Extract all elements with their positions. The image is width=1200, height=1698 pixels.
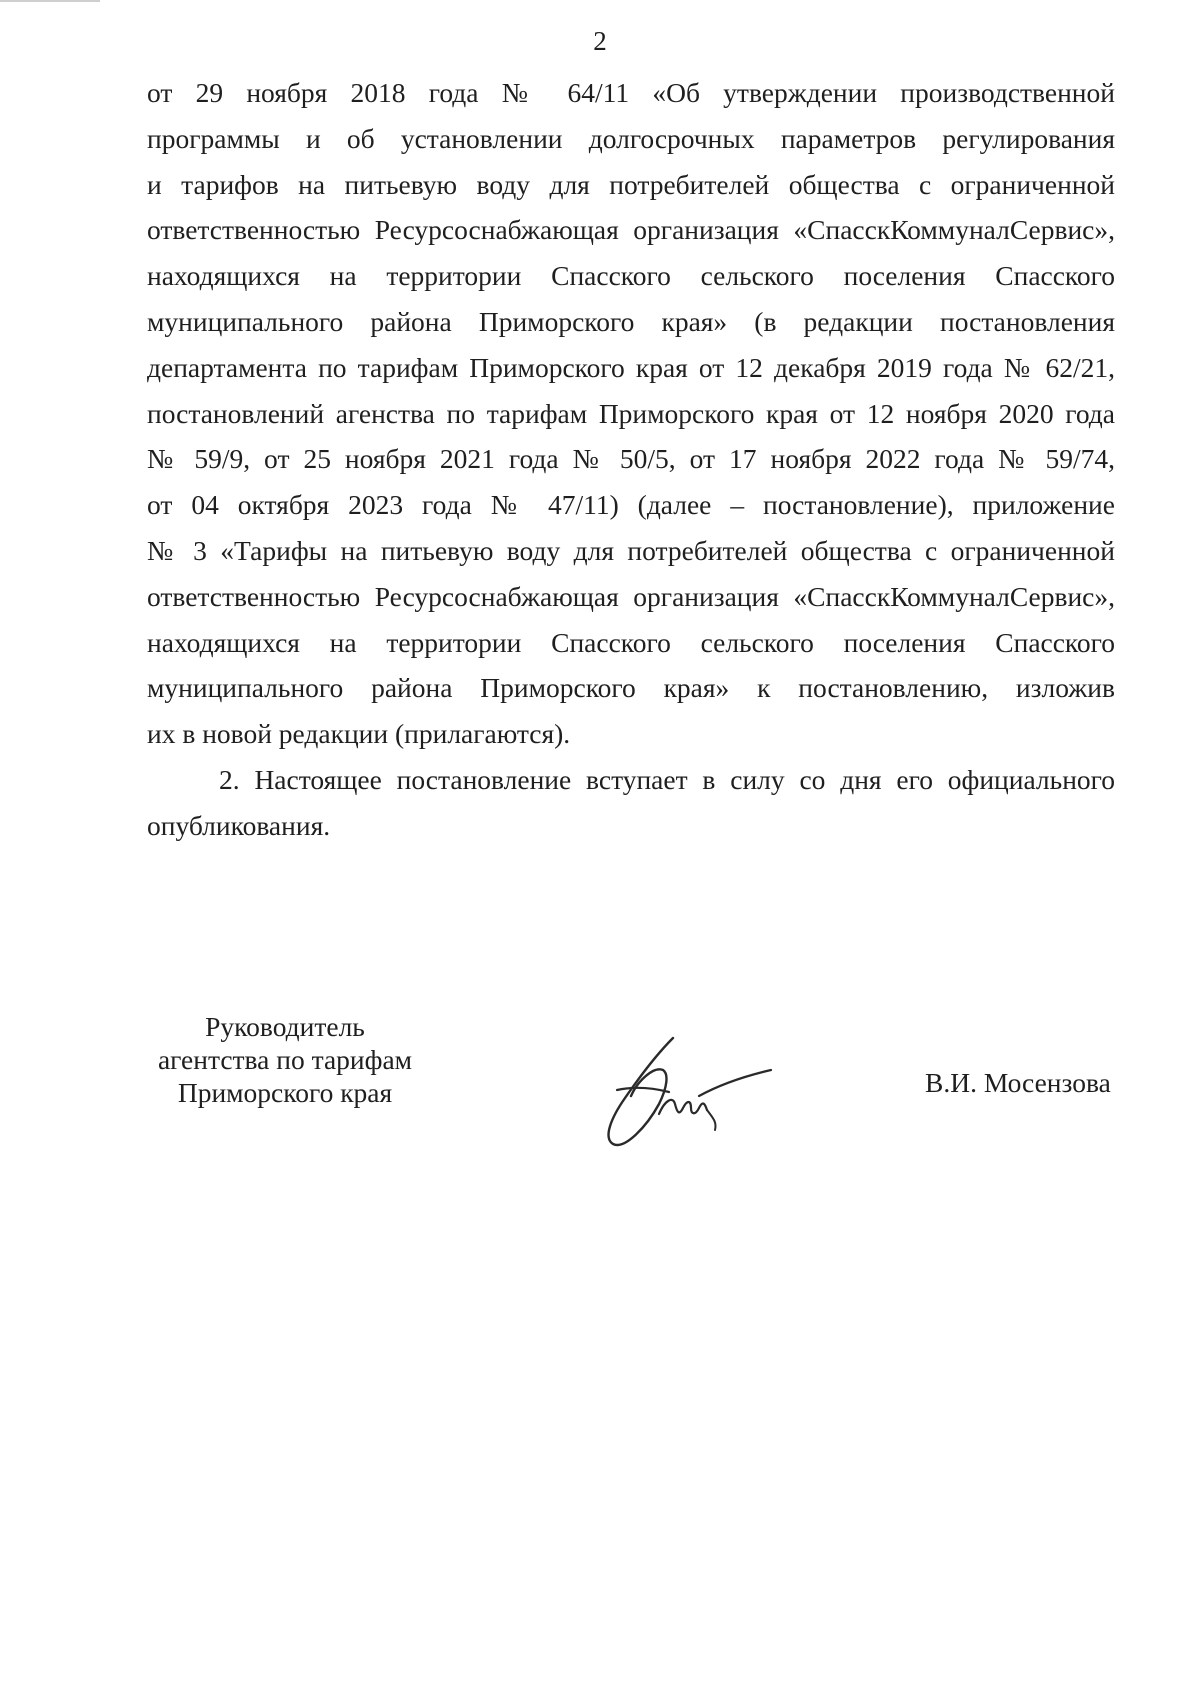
paragraph-1-line-5: находящихся на территории Спасского сельского поселения Спасского bbox=[147, 260, 1115, 292]
paragraph-1-line-6: муниципального района Приморского края» (в редакции постановления bbox=[147, 305, 1115, 337]
paragraph-1-line-15: их в новой редакции (прилагаются). bbox=[147, 718, 571, 750]
page-number: 2 bbox=[593, 26, 607, 56]
paragraph-1-line-10: от 04 октября 2023 года № 47/11) (далее – постановление), приложение bbox=[147, 489, 1115, 521]
signatory-name: В.И. Мосензова bbox=[925, 1067, 1111, 1098]
signatory-position bbox=[140, 1010, 430, 1109]
paragraph-1-line-1: от 29 ноября 2018 года № 64/11 «Об утверждении производственной bbox=[147, 77, 1115, 108]
paragraph-1-line-12: ответственностью Ресурсоснабжающая организация «СпасскКоммуналСервис», bbox=[147, 580, 1115, 612]
paragraph-1-line-7: департамента по тарифам Приморского края от 12 декабря 2019 года № 62/21, bbox=[147, 351, 1115, 383]
handwritten-signature-icon bbox=[595, 1030, 775, 1160]
signatory-position-line-2: агентства по тарифам bbox=[157, 1044, 413, 1075]
paragraph-2-line-1: 2. Настоящее постановление вступает в силу со дня его официального bbox=[219, 763, 1115, 795]
document-body bbox=[147, 70, 1115, 849]
paragraph-2-line-2: опубликования. bbox=[147, 809, 331, 841]
paragraph-1-line-13: находящихся на территории Спасского сельского поселения Спасского bbox=[147, 626, 1115, 658]
paragraph-1-line-14: муниципального района Приморского края» к постановлению, изложив bbox=[147, 672, 1115, 704]
paragraph-1-line-11: № 3 «Тарифы на питьевую воду для потребителей общества с ограниченной bbox=[147, 534, 1115, 566]
paragraph-1-line-4: ответственностью Ресурсоснабжающая организация «СпасскКоммуналСервис», bbox=[147, 214, 1115, 246]
signatory-position-line-3: Приморского края bbox=[177, 1077, 393, 1108]
paragraph-1-line-2: программы и об установлении долгосрочных параметров регулирования bbox=[147, 122, 1115, 154]
scan-artifact bbox=[0, 0, 100, 2]
paragraph-1-line-3: и тарифов на питьевую воду для потребителей общества с ограниченной bbox=[147, 168, 1115, 200]
paragraph-1-line-9: № 59/9, от 25 ноября 2021 года № 50/5, от 17 ноября 2022 года № 59/74, bbox=[147, 443, 1115, 475]
signatory-position-line-1: Руководитель bbox=[205, 1011, 365, 1042]
paragraph-1-line-8: постановлений агенства по тарифам Приморского края от 12 ноября 2020 года bbox=[147, 397, 1115, 429]
